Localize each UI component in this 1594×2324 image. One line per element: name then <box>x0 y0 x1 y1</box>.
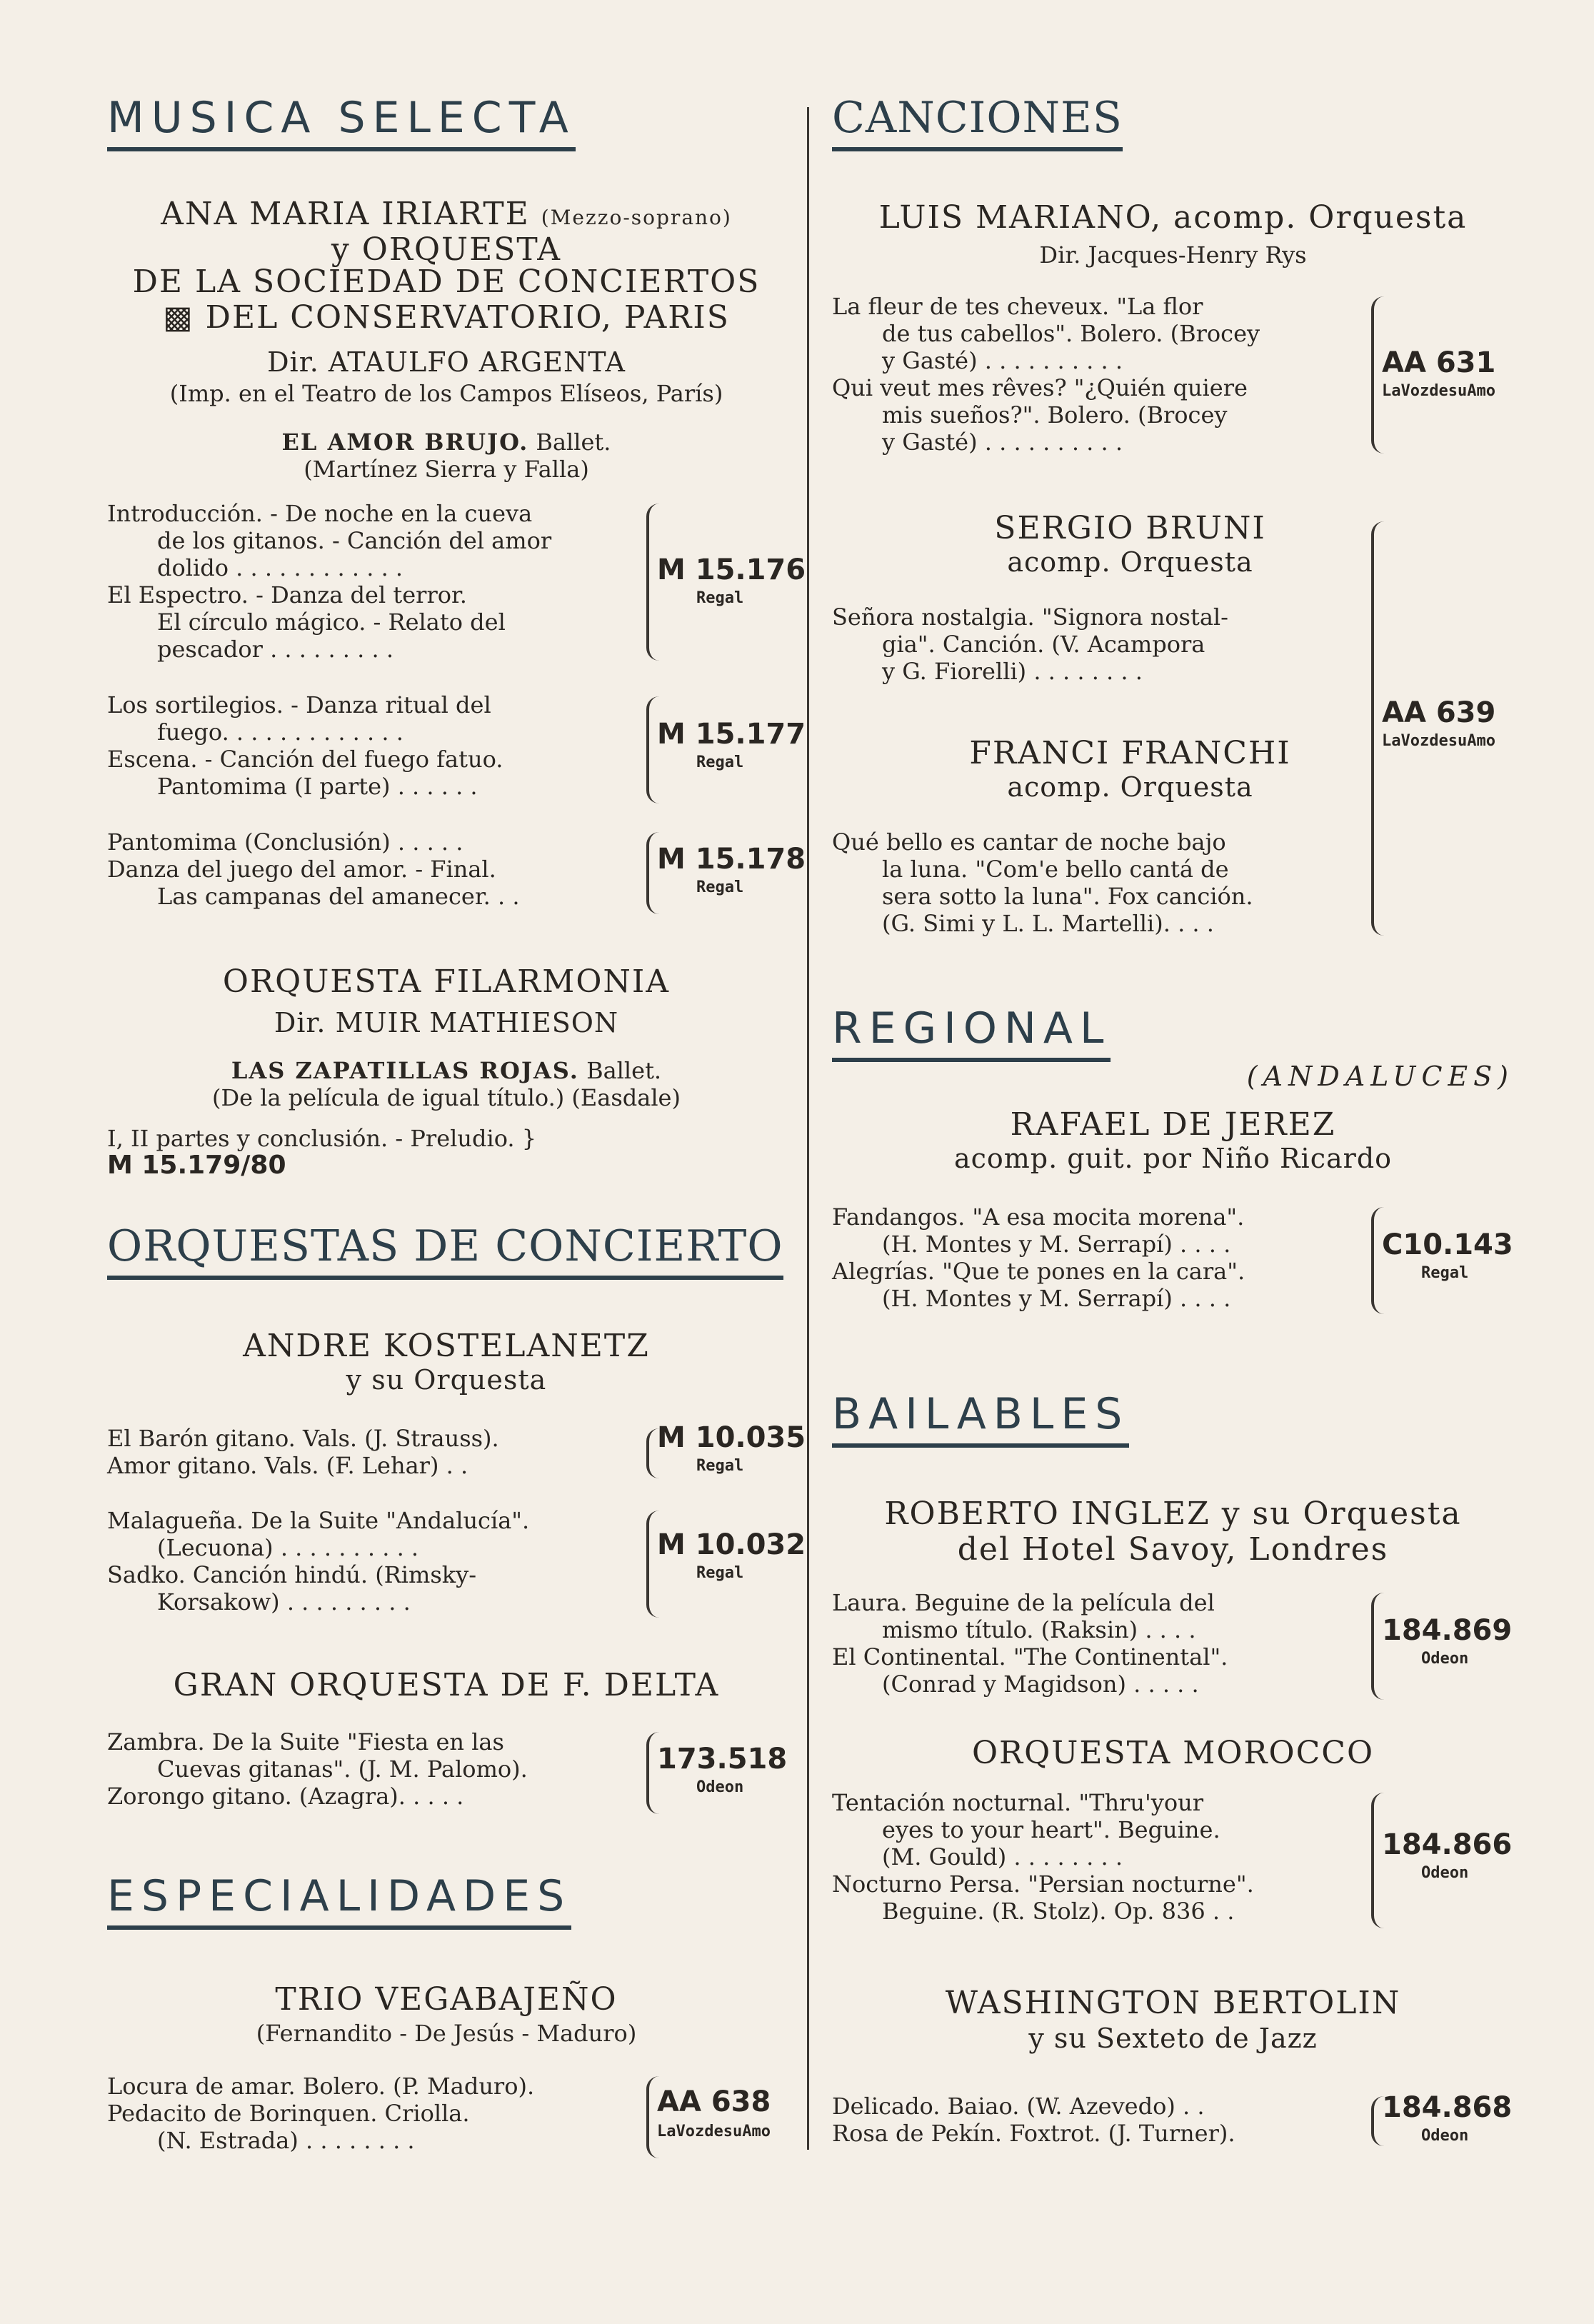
record-label: Regal <box>696 1457 744 1475</box>
record-label: Regal <box>696 753 744 771</box>
catalog-number: M 15.179/80 <box>107 1151 286 1180</box>
catalog-number: M 10.032 <box>657 1528 806 1561</box>
track-line: Beguine. (R. Stolz). Op. 836 . . <box>882 1898 1235 1925</box>
track-group <box>832 1589 1368 1698</box>
track-line: I, II partes y conclusión. - Preludio. } M 15.179/80 <box>107 1125 537 1180</box>
track-line: dolido . . . . . . . . . . . . <box>157 554 403 581</box>
track-group <box>832 1789 1368 1925</box>
track-group <box>107 1507 643 1616</box>
track-line: de los gitanos. - Canción del amor <box>157 527 552 554</box>
track-line: fuego. . . . . . . . . . . . . <box>157 718 403 746</box>
catalog-number: 173.518 <box>657 1743 788 1775</box>
artist-name: LUIS MARIANO, acomp. Orquesta <box>878 199 1468 236</box>
track-line: Rosa de Pekín. Foxtrot. (J. Turner). <box>832 2120 1235 2147</box>
track-group <box>832 828 1368 937</box>
artist-sub: acomp. Orquesta <box>1007 546 1253 578</box>
track-group <box>107 2073 643 2154</box>
artist-name: ANDRE KOSTELANETZ <box>243 1328 650 1364</box>
catalog-number: M 15.176 <box>657 554 806 586</box>
work-note: (De la película de igual título.) (Easdale) <box>212 1084 681 1111</box>
track-group <box>107 828 643 910</box>
track-line: Pantomima (Conclusión) . . . . . <box>107 828 463 856</box>
track-line: (Lecuona) . . . . . . . . . . <box>157 1534 419 1561</box>
artist-name: ROBERTO INGLEZ y su Orquesta <box>884 1496 1462 1532</box>
artist-sub: acomp. guit. por Niño Ricardo <box>953 1143 1393 1174</box>
record-label: Regal <box>696 589 744 607</box>
track-line: Fandangos. "A esa mocita morena". <box>832 1203 1245 1231</box>
track-line: Danza del juego del amor. - Final. <box>107 856 496 883</box>
catalog-number: 184.868 <box>1382 2091 1513 2124</box>
artist-name: SERGIO BRUNI <box>994 510 1266 546</box>
track-line: Delicado. Baiao. (W. Azevedo) . . <box>832 2093 1205 2120</box>
track-line: Los sortilegios. - Danza ritual del <box>107 691 491 718</box>
track-group <box>107 691 643 800</box>
track-line: Korsakow) . . . . . . . . . <box>157 1588 411 1616</box>
catalog-number: M 10.035 <box>657 1421 806 1454</box>
artist-line <box>107 300 786 336</box>
track-line: y G. Fiorelli) . . . . . . . . <box>882 658 1143 685</box>
track-line: la luna. "Com'e bello cantá de <box>882 856 1229 883</box>
record-label: Regal <box>696 878 744 896</box>
track-line: de tus cabellos". Bolero. (Brocey <box>882 320 1260 347</box>
track-group <box>832 1203 1368 1312</box>
catalog-number: M 15.178 <box>657 843 806 876</box>
record-label: Odeon <box>1421 1650 1469 1668</box>
track-line: sera sotto la luna". Fox canción. <box>882 883 1253 910</box>
imp-note: (Imp. en el Teatro de los Campos Elíseos, París) <box>169 380 723 407</box>
track-line: Malagueña. De la Suite "Andalucía". <box>107 1507 530 1534</box>
catalog-number: 184.869 <box>1382 1614 1513 1647</box>
record-label: Regal <box>1421 1264 1469 1282</box>
track-group <box>107 1425 643 1479</box>
artist-line: y ORQUESTA <box>331 231 562 268</box>
artist-line: ANA MARIA IRIARTE <box>161 196 530 232</box>
track-line: Pantomima (I parte) . . . . . . <box>157 773 478 800</box>
track-line: Tentación nocturnal. "Thru'your <box>832 1789 1203 1816</box>
track-line: El círculo mágico. - Relato del <box>157 608 506 636</box>
catalog-number: M 15.177 <box>657 718 806 751</box>
work-title <box>107 429 786 456</box>
artist-name: ORQUESTA FILARMONIA <box>222 963 671 1000</box>
artist-name: ORQUESTA MOROCCO <box>971 1735 1375 1771</box>
track-line: y Gasté) . . . . . . . . . . <box>882 347 1123 374</box>
track-line: mis sueños?". Bolero. (Brocey <box>882 401 1228 429</box>
track-line: Las campanas del amanecer. . . <box>157 883 520 910</box>
work-type: Ballet. <box>586 1057 662 1084</box>
artist-sub: y su Sexteto de Jazz <box>1028 2023 1318 2054</box>
director: Dir. MUIR MATHIESON <box>274 1007 619 1038</box>
artist-name: TRIO VEGABAJEÑO <box>275 1981 618 2018</box>
track-line: El Barón gitano. Vals. (J. Strauss). <box>107 1425 499 1452</box>
track-line: Locura de amar. Bolero. (P. Maduro). <box>107 2073 535 2100</box>
record-label: LaVozdesuAmo <box>657 2123 771 2140</box>
track-line: Zambra. De la Suite "Fiesta en las <box>107 1728 504 1755</box>
track-line: Sadko. Canción hindú. (Rimsky- <box>107 1561 477 1588</box>
track-line: (G. Simi y L. L. Martelli). . . . <box>882 910 1214 937</box>
artist-sub: acomp. Orquesta <box>1007 771 1253 803</box>
track-line: Señora nostalgia. "Signora nostal- <box>832 603 1228 631</box>
catalog-number: AA 638 <box>657 2085 771 2118</box>
section-heading-regional: REGIONAL <box>832 1003 1111 1062</box>
track-group <box>832 2093 1368 2147</box>
artist-sub: del Hotel Savoy, Londres <box>957 1531 1389 1568</box>
track-line: Pedacito de Borinquen. Criolla. <box>107 2100 470 2127</box>
track-group <box>832 293 1368 456</box>
track-line: (H. Montes y M. Serrapí) . . . . <box>882 1285 1231 1312</box>
track-line: La fleur de tes cheveux. "La flor <box>832 293 1203 320</box>
section-heading-canciones: CANCIONES <box>832 93 1123 151</box>
brace <box>646 1511 659 1618</box>
track-line: (Conrad y Magidson) . . . . . <box>882 1671 1199 1698</box>
track-line: Cuevas gitanas". (J. M. Palomo). <box>157 1755 528 1783</box>
track-line: (M. Gould) . . . . . . . . <box>882 1843 1123 1870</box>
track-line: Qui veut mes rêves? "¿Quién quiere <box>832 374 1248 401</box>
track-line: pescador . . . . . . . . . <box>157 636 394 663</box>
section-heading-bailables: BAILABLES <box>832 1389 1129 1448</box>
record-label: Odeon <box>696 1778 744 1796</box>
track-group <box>107 1728 643 1810</box>
record-label: LaVozdesuAmo <box>1382 732 1495 750</box>
section-heading-musica-selecta: MUSICA SELECTA <box>107 93 576 151</box>
work-title-text: EL AMOR BRUJO. <box>281 429 529 456</box>
artist-name <box>107 196 786 236</box>
work-title-text: LAS ZAPATILLAS ROJAS. <box>231 1057 579 1084</box>
artist-name: RAFAEL DE JEREZ <box>1010 1106 1336 1143</box>
director: Dir. ATAULFO ARGENTA <box>267 346 626 378</box>
catalog-number: AA 631 <box>1382 346 1496 379</box>
track-line: El Continental. "The Continental". <box>832 1643 1228 1671</box>
artist-line: DE LA SOCIEDAD DE CONCIERTOS <box>132 264 761 300</box>
track-line: gia". Canción. (V. Acampora <box>882 631 1205 658</box>
artist-sub: (Fernandito - De Jesús - Maduro) <box>256 2020 637 2047</box>
work-authors: (Martínez Sierra y Falla) <box>304 456 589 483</box>
artist-name: FRANCI FRANCHI <box>969 735 1291 771</box>
subheading: (ANDALUCES) <box>1246 1061 1514 1092</box>
artist-name: WASHINGTON BERTOLIN <box>945 1985 1401 2021</box>
track-line: y Gasté) . . . . . . . . . . <box>882 429 1123 456</box>
section-heading-especialidades: ESPECIALIDADES <box>107 1871 571 1930</box>
track-line: Zorongo gitano. (Azagra). . . . . <box>107 1783 464 1810</box>
track-group <box>832 603 1368 685</box>
track-line: mismo título. (Raksin) . . . . <box>882 1616 1196 1643</box>
director: Dir. Jacques-Henry Rys <box>1039 241 1307 269</box>
catalog-number: AA 639 <box>1382 696 1496 729</box>
record-label: Odeon <box>1421 1864 1469 1882</box>
track-line: Escena. - Canción del fuego fatuo. <box>107 746 503 773</box>
track-line: Amor gitano. Vals. (F. Lehar) . . <box>107 1452 468 1479</box>
track-line: Qué bello es cantar de noche bajo <box>832 828 1226 856</box>
track-line: eyes to your heart". Beguine. <box>882 1816 1220 1843</box>
section-heading-orquestas: ORQUESTAS DE CONCIERTO <box>107 1221 783 1280</box>
track-line: Introducción. - De noche en la cueva <box>107 500 533 527</box>
work-type: Ballet. <box>536 429 611 456</box>
artist-sub: y su Orquesta <box>346 1364 547 1396</box>
column-divider <box>807 107 809 2150</box>
record-label: Odeon <box>1421 2127 1469 2145</box>
artist-line-text: DEL CONSERVATORIO, PARIS <box>205 299 730 336</box>
track-line: Nocturno Persa. "Persian nocturne". <box>832 1870 1254 1898</box>
voice-note: (Mezzo-soprano) <box>541 206 732 229</box>
catalog-number: C10.143 <box>1382 1228 1513 1261</box>
artist-name: GRAN ORQUESTA DE F. DELTA <box>173 1667 720 1703</box>
bullet-icon: ▩ <box>163 299 206 336</box>
track-line: El Espectro. - Danza del terror. <box>107 581 467 608</box>
record-label: Regal <box>696 1564 744 1582</box>
work-title <box>107 1057 786 1084</box>
track-line: Laura. Beguine de la película del <box>832 1589 1215 1616</box>
catalog-number: 184.866 <box>1382 1828 1513 1861</box>
track-text: I, II partes y conclusión. - Preludio. <box>107 1125 515 1152</box>
track-line: (N. Estrada) . . . . . . . . <box>157 2127 415 2154</box>
track-line: Alegrías. "Que te pones en la cara". <box>832 1258 1245 1285</box>
record-label: LaVozdesuAmo <box>1382 382 1495 400</box>
track-line: (H. Montes y M. Serrapí) . . . . <box>882 1231 1231 1258</box>
track-group <box>107 500 643 663</box>
